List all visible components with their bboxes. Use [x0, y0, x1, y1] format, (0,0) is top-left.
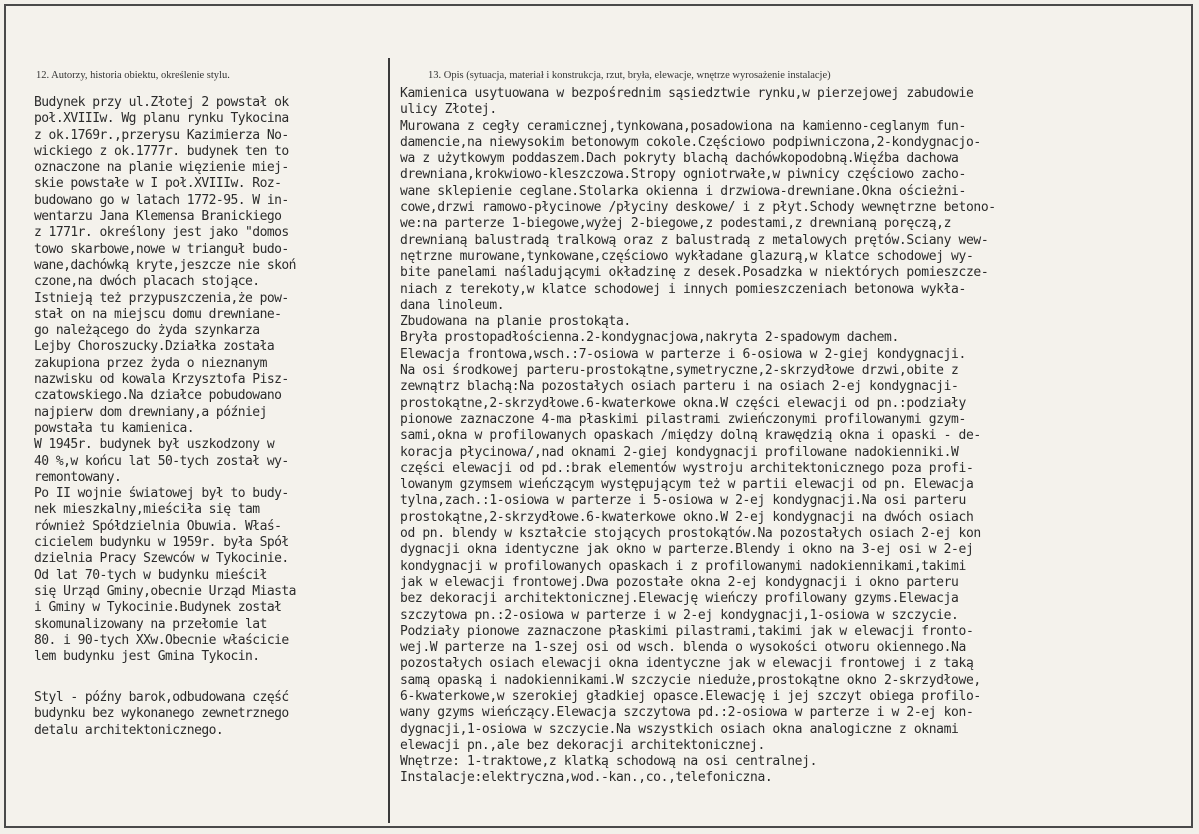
description-line: zewnątrz blachą:Na pozostałych osiach parteru i na osiach 2-ej kondygnacji-: [400, 379, 959, 395]
history-line: powstała tu kamienica.: [34, 420, 195, 436]
description-line: wej.W parterze na 1-szej osi od wsch. blenda o wysokości otworu okiennego.Na: [400, 640, 966, 656]
description-line: pionowe zaznaczone 4-ma płaskimi pilastrami zwieńczonymi profilowanymi gzym-: [400, 411, 966, 427]
description-text: [400, 86, 1192, 787]
description-line: drewnianą balustradą tralkową oraz z balustradą z metalowych prętów.Ściany wew-: [400, 232, 989, 248]
column-divider: [388, 58, 390, 823]
description-line: sami,okna w profilowanych opaskach /między dolną krawędzią okna i opaski - de-: [400, 428, 981, 444]
description-line: kondygnacji w profilowanych opaskach i z profilowanymi nadokiennikami,takimi: [400, 558, 966, 574]
history-line: Istnieją też przypuszczenia,że pow-: [34, 290, 289, 306]
description-line: Kamienica usytuowana w bezpośrednim sąsiedztwie rynku,w pierzejowej zabudowie: [400, 86, 974, 101]
description-line: wany gzyms wieńczący.Elewacja szczytowa pd.:2-osiowa w parterze i w 2-ej kon-: [400, 705, 974, 721]
description-line: Elewacja frontowa,wsch.:7-osiowa w parterze i 6-osiowa w 2-giej kondygnacji.: [400, 346, 966, 362]
description-line: bez dekoracji architektonicznej.Elewację wieńczy profilowany gzyms.Elewacja: [400, 591, 959, 607]
description-line: pozostałych osiach elewacji okna identyczne jak w elewacji frontowej i z taką: [400, 656, 974, 672]
description-line: wa z użytkowym poddaszem.Dach pokryty blachą dachówkopodobną.Więźba dachowa: [400, 151, 959, 167]
description-line: Zbudowana na planie prostokąta.: [400, 314, 631, 330]
history-line: wickiego z ok.1777r. budynek ten to: [34, 143, 289, 159]
description-line: dygnacji okna identyczne jak okno w parterze.Blendy i okno na 3-ej osi w 2-ej: [400, 542, 974, 558]
description-line: wane sklepienie ceglane.Stolarka okienna i drzwiowa-drewniane.Okna ościeżni-: [400, 183, 966, 199]
history-line: Lejby Choroszucky.Działka została: [34, 339, 275, 355]
history-line: budowano go w latach 1772-95. W in-: [34, 192, 289, 208]
history-line: nazwisku od kowala Krzysztofa Pisz-: [34, 372, 289, 388]
history-line: i Gminy w Tykocinie.Budynek został: [34, 600, 282, 616]
style-line: detalu architektonicznego.: [34, 722, 224, 738]
history-line: W 1945r. budynek był uszkodzony w: [34, 437, 275, 453]
description-line: prostokątne,2-skrzydłowe.6-kwaterkowe okno.W 2-ej kondygnacji na dwóch osiach: [400, 509, 974, 525]
description-line: dygnacji,1-osiowa w szczycie.Na wszystkich osiach okna analogiczne z oknami: [400, 721, 959, 737]
history-line: zakupiona przez żyda o nieznanym: [34, 355, 267, 371]
description-line: części elewacji od pd.:brak elementów wystroju architektonicznego poza profi-: [400, 460, 974, 476]
history-text: [34, 95, 384, 665]
history-line: oznaczone na planie więzienie miej-: [34, 160, 289, 176]
description-line: cowe,drzwi ramowo-płycinowe /płyciny deskowe/ i z płyt.Schody wewnętrzne betono-: [400, 200, 996, 216]
description-line: Bryła prostopadłościenna.2-kondygnacjowa,nakryta 2-spadowym dachem.: [400, 330, 899, 346]
history-line: Od lat 70-tych w budynku mieścił: [34, 567, 267, 583]
history-line: wane,dachówką kryte,jeszcze nie skoń: [34, 257, 296, 273]
left-column-header: 12. Autorzy, historia obiektu, określenie stylu.: [36, 70, 230, 81]
description-line: tylna,zach.:1-osiowa w parterze i 5-osiowa w 2-ej kondygnacji.Na osi parteru: [400, 493, 966, 509]
history-line: go należącego do żyda szynkarza: [34, 323, 260, 339]
history-line: cicielem budynku w 1959r. była Spół: [34, 535, 289, 551]
history-line: nek mieszkalny,mieściła się tam: [34, 502, 260, 518]
history-line: najpierw dom drewniany,a później: [34, 404, 267, 420]
history-line: skie powstałe w I poł.XVIIIw. Roz-: [34, 176, 282, 192]
description-line: we:na parterze 1-biegowe,wyżej 2-biegowe,z podestami,z drewnianą poręczą,z: [400, 216, 952, 232]
history-line: Budynek przy ul.Złotej 2 powstał ok: [34, 95, 289, 110]
history-line: czone,na dwóch placach stojące.: [34, 274, 260, 290]
history-line: Po II wojnie światowej był to budy-: [34, 486, 289, 502]
description-line: niach z terekoty,w klatce schodowej i innych pomieszczeniach betonowa wykła-: [400, 281, 966, 297]
history-line: stał on na miejscu domu drewniane-: [34, 306, 282, 322]
description-line: samą opaską i nadokiennikami.W szczycie nieduże,prostokątne okno 2-skrzydłowe,: [400, 672, 981, 688]
description-line: jak w elewacji frontowej.Dwa pozostałe okna 2-ej kondygnacji i okno parteru: [400, 574, 959, 590]
description-line: Instalacje:elektryczna,wod.-kan.,co.,telefoniczna.: [400, 770, 773, 786]
history-line: się Urząd Gminy,obecnie Urząd Miasta: [34, 583, 296, 599]
history-line: również Spółdzielnia Obuwia. Właś-: [34, 518, 282, 534]
history-line: skomunalizowany na przełomie lat: [34, 616, 267, 632]
description-line: elewacji pn.,ale bez dekoracji architektonicznej.: [400, 737, 765, 753]
history-line: poł.XVIIIw. Wg planu rynku Tykocina: [34, 111, 289, 127]
history-line: z ok.1769r.,przerysu Kazimierza No-: [34, 127, 289, 143]
history-line: lem budynku jest Gmina Tykocin.: [34, 649, 260, 665]
description-line: lowanym gzymsem wieńczącym występującym też w partii elewacji od pn. Elewacja: [400, 477, 974, 493]
description-line: Na osi środkowej parteru-prostokątne,symetryczne,2-skrzydłowe drzwi,obite z: [400, 363, 959, 379]
description-line: nętrzne murowane,tynkowane,częściowo wykładane glazurą,w klatce schodowej wy-: [400, 248, 974, 264]
description-line: 6-kwaterkowe,w szerokiej gładkiej opasce.Elewację i jej szczyt obiega profilo-: [400, 688, 981, 704]
history-line: 40 %,w końcu lat 50-tych został wy-: [34, 453, 289, 469]
description-line: dana linoleum.: [400, 297, 505, 313]
history-line: remontowany.: [34, 469, 122, 485]
description-line: drewniana,krokwiowo-kleszczowa.Stropy ogniotrwałe,w piwnicy częściowo zacho-: [400, 167, 966, 183]
description-line: Murowana z cegły ceramicznej,tynkowana,posadowiona na kamienno-ceglanym fun-: [400, 118, 966, 134]
description-line: damencie,na niewysokim betonowym cokole.Częściowo podpiwniczona,2-kondygnacjo-: [400, 134, 981, 150]
description-line: ulicy Złotej.: [400, 102, 497, 118]
description-line: koracja płycinowa/,nad oknami 2-giej kondygnacji profilowane nadokienniki.W: [400, 444, 959, 460]
history-line: towo skarbowe,nowe w trianguł budo-: [34, 241, 289, 257]
history-line: dzielnia Pracy Szewców w Tykocinie.: [34, 551, 289, 567]
description-line: prostokątne,2-skrzydłowe.6-kwaterkowe okna.W części elewacji od pn.:podziały: [400, 395, 966, 411]
history-line: czatowskiego.Na działce pobudowano: [34, 388, 282, 404]
history-line: z 1771r. określony jest jako "domos: [34, 225, 289, 241]
history-line: 80. i 90-tych XXw.Obecnie właścicie: [34, 632, 289, 648]
style-line: Styl - późny barok,odbudowana część: [34, 690, 289, 705]
style-text: [34, 690, 384, 739]
description-line: od pn. blendy w kształcie stojących prostokątów.Na pozostałych osiach 2-ej kon: [400, 526, 981, 542]
right-column-header: 13. Opis (sytuacja, materiał i konstrukcja, rzut, bryła, elewacje, wnętrze wyrosażenie instalacje): [428, 70, 831, 81]
description-line: Wnętrze: 1-traktowe,z klatką schodową na osi centralnej.: [400, 754, 818, 770]
description-line: Podziały pionowe zaznaczone płaskimi pilastrami,takimi jak w elewacji fronto-: [400, 623, 974, 639]
style-line: budynku bez wykonanego zewnetrznego: [34, 706, 289, 722]
description-line: szczytowa pn.:2-osiowa w parterze i w 2-ej kondygnacji,1-osiowa w szczycie.: [400, 607, 959, 623]
history-line: wentarzu Jana Klemensa Branickiego: [34, 209, 282, 225]
description-line: bite panelami naśladującymi okładzinę z desek.Posadzka w niektórych pomieszcze-: [400, 265, 989, 281]
